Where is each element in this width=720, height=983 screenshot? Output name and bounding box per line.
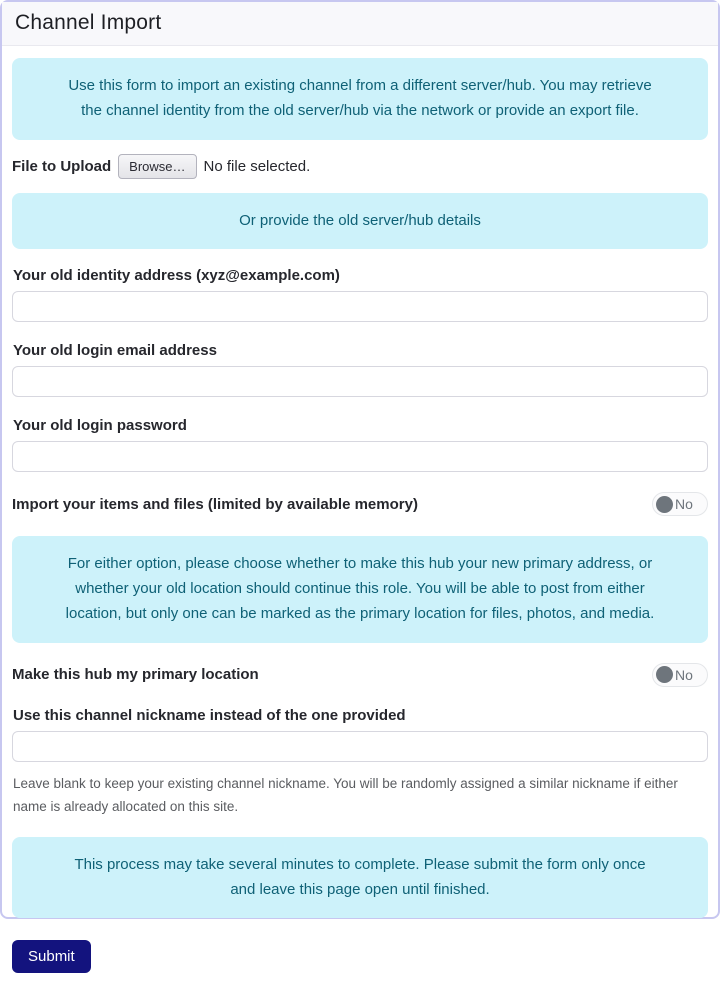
file-upload-status: No file selected. bbox=[203, 157, 311, 175]
old-email-field-group bbox=[12, 342, 708, 397]
page-header bbox=[2, 2, 718, 46]
page-title: Channel Import bbox=[15, 11, 162, 34]
primary-location-label: Make this hub my primary location bbox=[12, 666, 259, 683]
intro-alert: Use this form to import an existing channel from a different server/hub. You may retrieve the channel identity from the old server/hub via the network or provide an export file. bbox=[12, 58, 708, 140]
import-items-row bbox=[12, 492, 708, 516]
old-password-input[interactable] bbox=[12, 441, 708, 472]
toggle-knob-icon bbox=[656, 666, 673, 683]
old-identity-field-group bbox=[12, 267, 708, 322]
nickname-label: Use this channel nickname instead of the one provided bbox=[13, 706, 406, 724]
nickname-help-text: Leave blank to keep your existing channel nickname. You will be randomly assigned a similar nickname if either name is already allocated on this site. bbox=[13, 775, 678, 815]
file-upload-row bbox=[12, 154, 708, 179]
old-email-label: Your old login email address bbox=[13, 342, 217, 360]
nickname-field-group bbox=[12, 707, 708, 762]
old-password-label: Your old login password bbox=[13, 417, 187, 435]
browse-button[interactable]: Browse… bbox=[118, 154, 196, 179]
submit-button[interactable]: Submit bbox=[12, 940, 91, 973]
old-password-field-group bbox=[12, 417, 708, 472]
old-email-input[interactable] bbox=[12, 366, 708, 397]
import-items-toggle-state: No bbox=[675, 496, 693, 513]
old-identity-input[interactable] bbox=[12, 291, 708, 322]
old-identity-label: Your old identity address (xyz@example.com) bbox=[13, 267, 340, 285]
primary-location-toggle[interactable] bbox=[652, 663, 708, 687]
form-content bbox=[2, 46, 718, 983]
import-items-toggle[interactable] bbox=[652, 492, 708, 516]
primary-location-row bbox=[12, 663, 708, 687]
import-items-label: Import your items and files (limited by available memory) bbox=[12, 495, 418, 513]
toggle-knob-icon bbox=[656, 496, 673, 513]
primary-info-alert: For either option, please choose whether to make this hub your new primary address, or whether your old location should continue this role. You will be able to post from either location, but only one can be marked as the primary location for files, photos, and media. bbox=[12, 536, 708, 642]
nickname-input[interactable] bbox=[12, 731, 708, 762]
divider-alert: Or provide the old server/hub details bbox=[12, 193, 708, 250]
file-upload-label: File to Upload bbox=[12, 157, 112, 175]
primary-location-toggle-state: No bbox=[675, 666, 693, 683]
final-note-alert: This process may take several minutes to complete. Please submit the form only once and leave this page open until finished. bbox=[12, 837, 708, 919]
